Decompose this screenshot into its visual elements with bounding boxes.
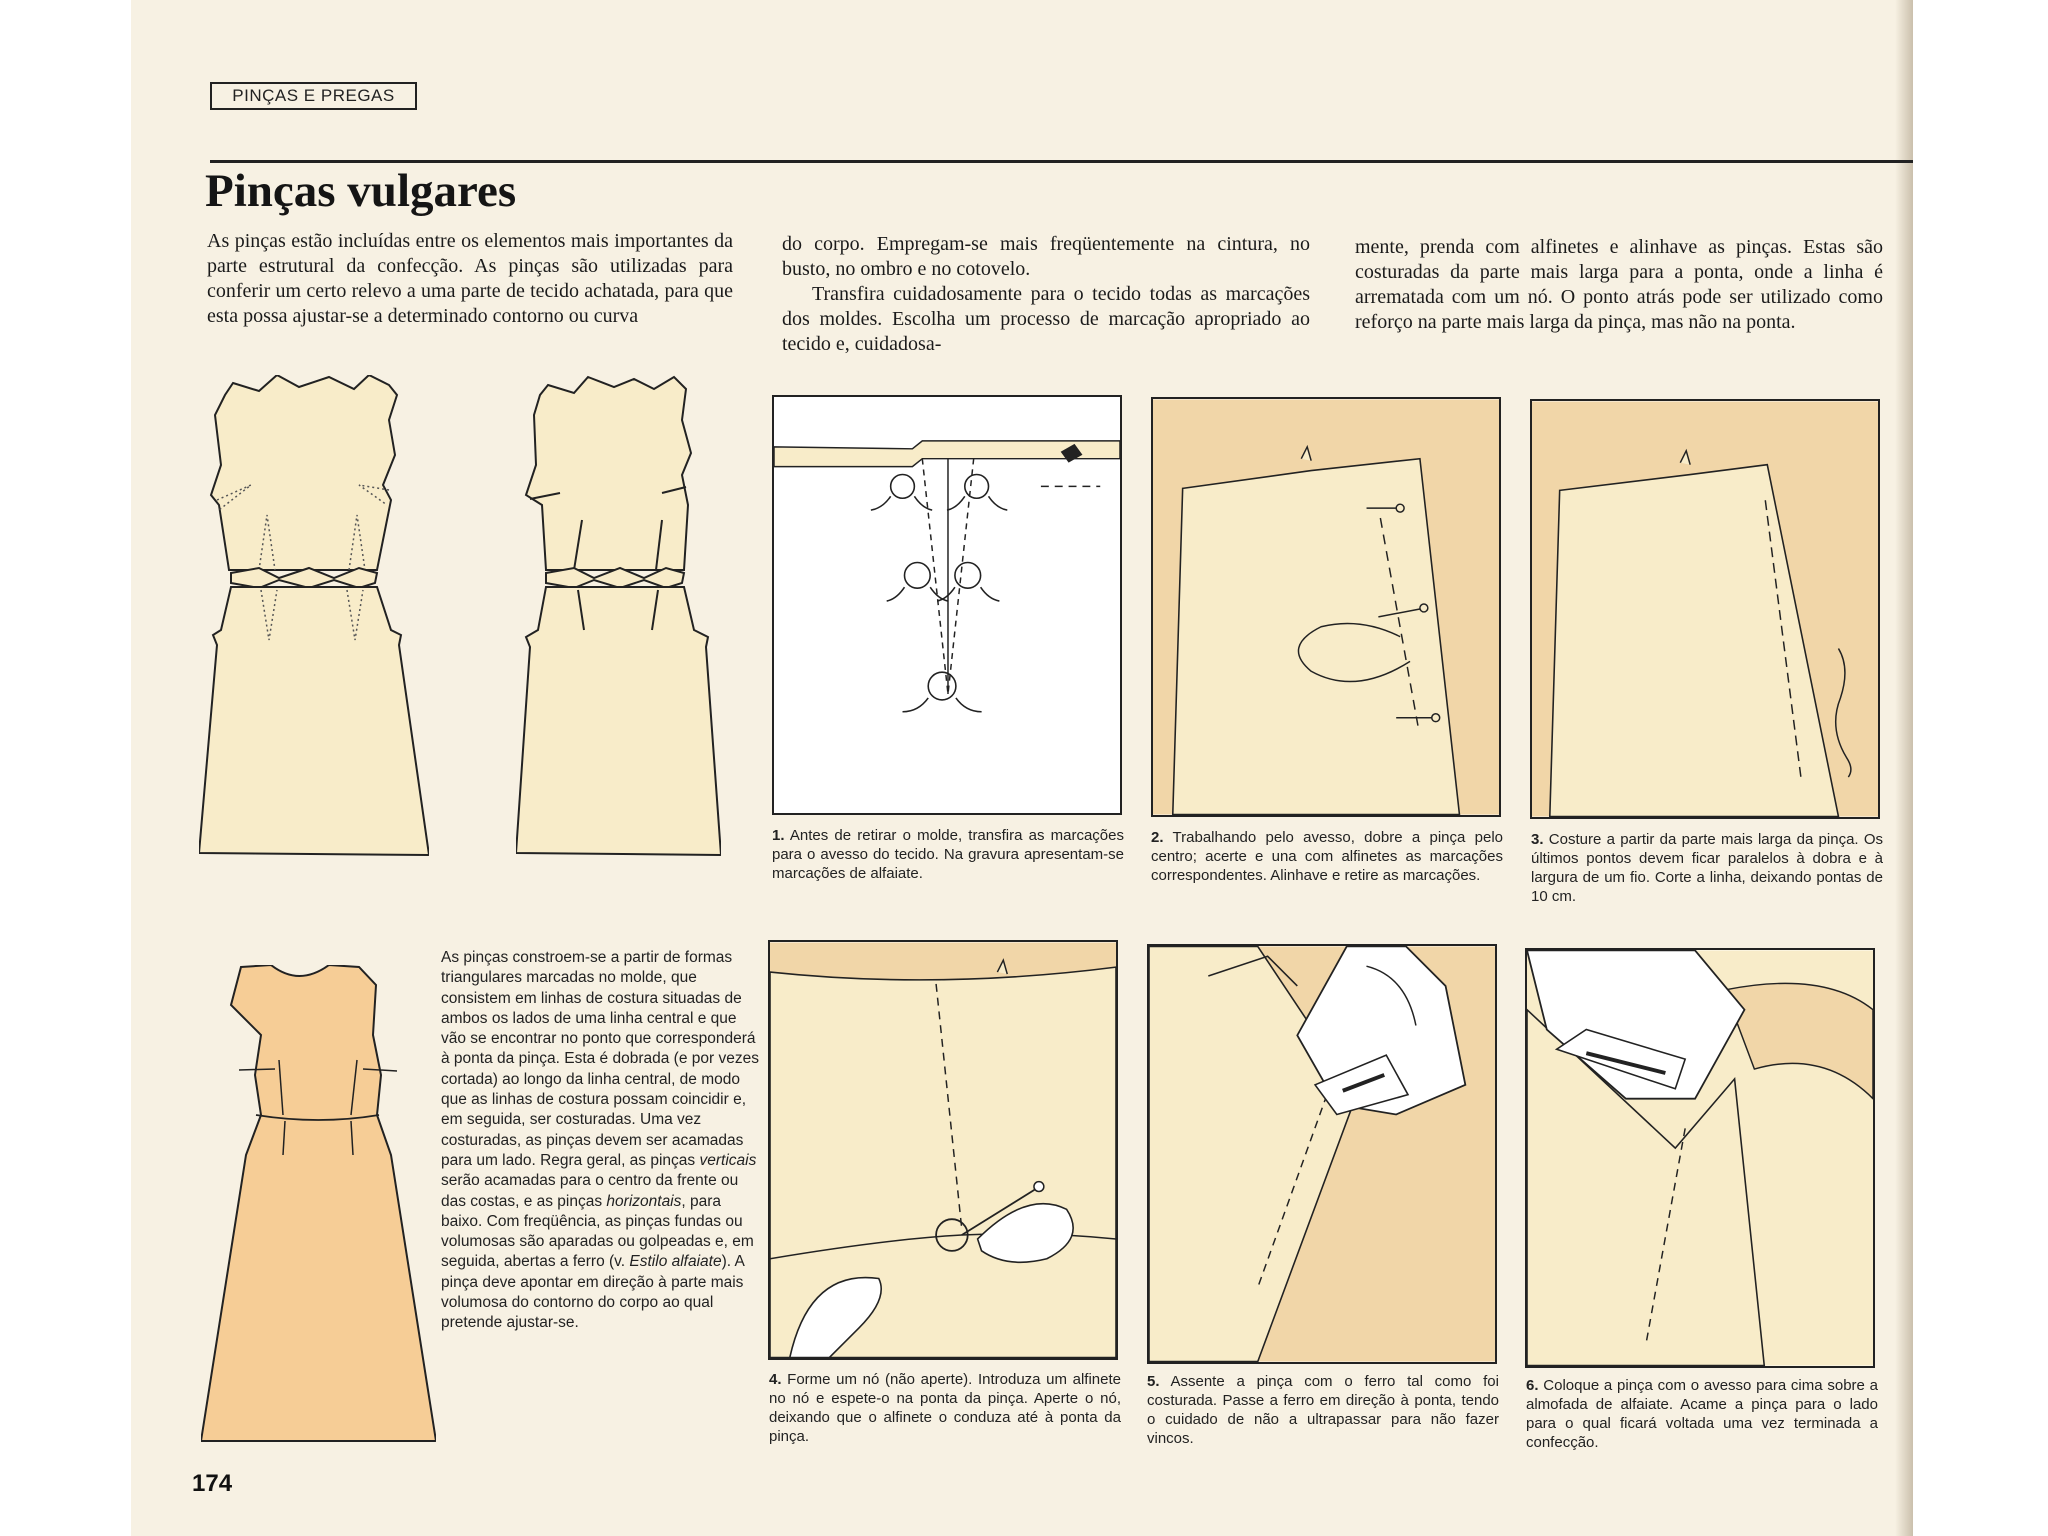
- step-6-text: Coloque a pinça com o avesso para cima sobre a almofada de alfaiate. Acame a pinça para o lado para o qual ficará voltada uma vez terminada a confecção.: [1526, 1377, 1878, 1451]
- pattern-back-figure: [516, 375, 721, 860]
- back-skirt-piece: [516, 587, 721, 855]
- sidebar-em-estilo-alfaiate: Estilo alfaiate: [629, 1253, 722, 1271]
- step-5-number: 5.: [1147, 1373, 1160, 1390]
- sidebar-em-verticais: verticais: [699, 1151, 757, 1169]
- step-3-illustration: [1532, 401, 1878, 817]
- dress-svg: [201, 965, 436, 1445]
- step-3-caption: [1531, 830, 1883, 906]
- front-skirt-piece: [199, 587, 429, 855]
- pin-head: [1034, 1182, 1044, 1192]
- page-gutter-shadow: [1895, 0, 1913, 1536]
- pattern-front-svg: [199, 375, 429, 860]
- step-2-illustration: [1153, 399, 1499, 815]
- header-rule: [210, 160, 1913, 163]
- sidebar-text-c: , para baixo. Com freqüência, as pinças fundas ou volumosas são aparadas ou golpeadas e, em seguida, abertas a ferro (v.: [441, 1192, 754, 1271]
- page-title: Pinças vulgares: [205, 165, 517, 217]
- front-waistband: [231, 568, 377, 588]
- intro-column-1: [207, 229, 733, 329]
- step-1-number: 1.: [772, 827, 785, 844]
- step-5-illustration: [1149, 946, 1495, 1362]
- step-2-text: Trabalhando pelo avesso, dobre a pinça pelo centro; acerte e una com alfinetes as marcações correspondentes. Alinhave e retire as marcações.: [1151, 829, 1503, 884]
- back-waistband: [546, 568, 684, 588]
- step-6-number: 6.: [1526, 1377, 1539, 1394]
- step-6-panel: [1525, 948, 1875, 1368]
- sidebar-text: [441, 948, 761, 1334]
- intro-column-3: [1355, 235, 1883, 335]
- page-number: 174: [192, 1470, 233, 1497]
- step-6-illustration: [1527, 950, 1873, 1366]
- step-3-panel: [1530, 399, 1880, 819]
- step-6-caption: [1526, 1376, 1878, 1452]
- step-4-illustration: [770, 942, 1116, 1358]
- pattern-front-figure: [199, 375, 429, 860]
- step-2-panel: [1151, 397, 1501, 817]
- dress-shape: [201, 965, 436, 1441]
- sidebar-text-d: ). A pinça deve apontar em direção à parte mais volumosa do contorno do corpo ao qual pretende ajustar-se.: [441, 1253, 745, 1332]
- step-4-panel: [768, 940, 1118, 1360]
- step-4-caption: [769, 1370, 1121, 1446]
- book-page: [131, 0, 1913, 1536]
- step-4-text: Forme um nó (não aperte). Introduza um alfinete no nó e espete-o na ponta da pinça. Aperte o nó, deixando que o alfinete o conduza até à ponta da pinça.: [769, 1371, 1122, 1445]
- intro-text-3: mente, prenda com alfinetes e alinhave as pinças. Estas são costuradas da parte mais larga para a ponta, onde a linha é arrematada com um nó. O ponto atrás pode ser utilizado como reforço na parte mais larga da pinça, mas não na ponta.: [1355, 236, 1883, 333]
- step-5-text: Assente a pinça com o ferro tal como foi costurada. Passe a ferro em direção à ponta, tendo o cuidado de não a ultrapassar para não fazer vincos.: [1147, 1373, 1499, 1447]
- dress-figure: [201, 965, 436, 1445]
- step-3-text: Costure a partir da parte mais larga da pinça. Os últimos pontos devem ficar paralelos à dobra e à largura de um fio. Corte a linha, deixando pontas de 10 cm.: [1531, 831, 1884, 905]
- step-3-number: 3.: [1531, 831, 1544, 848]
- sidebar-em-horizontais: horizontais: [606, 1192, 682, 1210]
- intro-text-2b: Transfira cuidadosamente para o tecido todas as marcações dos moldes. Escolha um processo de marcação apropriado ao tecido e, cuidadosa-: [782, 283, 1310, 355]
- step-2-caption: [1151, 828, 1503, 885]
- sidebar-text-a: As pinças constroem-se a partir de formas triangulares marcadas no molde, que consistem em linhas de costura situadas de ambos os lados de uma linha central e que vão se encontrar no ponto que corresponderá à ponta da pinça. Esta é dobrada (e por vezes cortada) ao longo da linha central, de modo que as linhas de costura possam coincidir e, em seguida, ser costuradas. Uma vez costuradas, as pinças devem ser acamadas para um lado. Regra geral, as pinças: [441, 949, 759, 1169]
- step-1-panel: [772, 395, 1122, 815]
- step-5-panel: [1147, 944, 1497, 1364]
- step-1-illustration: [774, 397, 1120, 813]
- dress-bust-dart-left: [239, 1069, 275, 1070]
- pattern-back-svg: [516, 375, 721, 860]
- step-4-number: 4.: [769, 1371, 782, 1388]
- back-bodice-piece: [526, 377, 691, 570]
- intro-column-2: [782, 232, 1310, 357]
- intro-text-2a: do corpo. Empregam-se mais freqüentemente na cintura, no busto, no ombro e no cotovelo.: [782, 233, 1310, 280]
- step-1-text: Antes de retirar o molde, transfira as marcações para o avesso do tecido. Na gravura apresentam-se marcações de alfaiate.: [772, 827, 1124, 882]
- intro-text-1: As pinças estão incluídas entre os elementos mais importantes da parte estrutural da confecção. As pinças são utilizadas para conferir um certo relevo a uma parte de tecido achatada, para que esta possa ajustar-se a determinado contorno ou curva: [207, 230, 733, 327]
- fabric-piece: [1173, 459, 1460, 815]
- front-bodice-piece: [211, 375, 397, 570]
- step-1-caption: [772, 826, 1124, 883]
- section-tag: PINÇAS E PREGAS: [210, 82, 417, 110]
- sidebar-text-b: serão acamadas para o centro da frente ou das costas, e as pinças: [441, 1172, 739, 1210]
- step-2-number: 2.: [1151, 829, 1164, 846]
- step-5-caption: [1147, 1372, 1499, 1448]
